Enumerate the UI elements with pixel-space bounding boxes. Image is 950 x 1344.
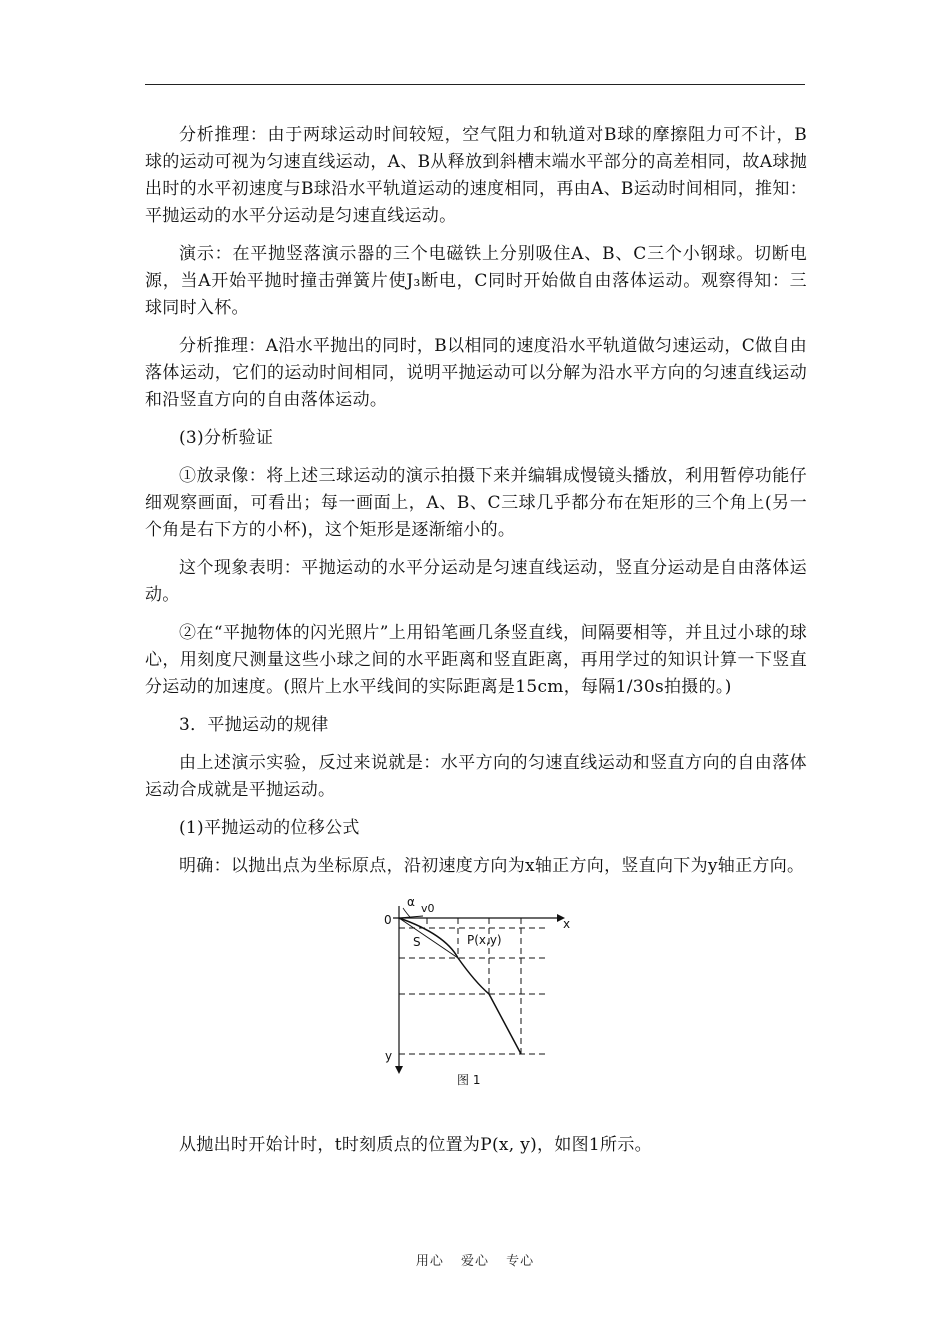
- point-label: P(x,y): [467, 933, 502, 947]
- alpha-label: α: [407, 895, 415, 909]
- footer-item: 专心: [506, 1254, 535, 1269]
- footer-item: 爱心: [460, 1254, 489, 1269]
- paragraph: ②在“平抛物体的闪光照片”上用铅笔画几条竖直线，间隔要相等，并且过小球的球心，用刻度尺测量这些小球之间的水平距离和竖直距离，再用学过的知识计算一下竖直分运动的加速度。(照片上水平线间的实际距离是15cm，每隔1/30s拍摄的。): [145, 623, 807, 697]
- page-body: [145, 122, 807, 1170]
- s-label: S: [413, 935, 421, 949]
- paragraph: 这个现象表明：平抛运动的水平分运动是匀速直线运动，竖直分运动是自由落体运动。: [145, 558, 807, 605]
- section-heading: 3．平抛运动的规律: [179, 715, 329, 735]
- paragraph: 由上述演示实验，反过来说就是：水平方向的匀速直线运动和竖直方向的自由落体运动合成就是平抛运动。: [145, 753, 807, 800]
- trajectory-diagram: [145, 894, 807, 1094]
- y-axis-label: y: [385, 1049, 393, 1063]
- footer-item: 用心: [415, 1254, 444, 1269]
- paragraph: 从抛出时开始计时，t时刻质点的位置为P(x, y)，如图1所示。: [179, 1135, 652, 1155]
- v0-label: v0: [421, 902, 435, 915]
- header-rule: [145, 84, 805, 85]
- origin-label: 0: [384, 913, 392, 927]
- paragraph: 分析推理：A沿水平抛出的同时，B以相同的速度沿水平轨道做匀速运动，C做自由落体运动，它们的运动时间相同，说明平抛运动可以分解为沿水平方向的匀速直线运动和沿竖直方向的自由落体运动。: [145, 336, 807, 410]
- figure-1: [145, 894, 807, 1094]
- paragraph: 分析推理：由于两球运动时间较短，空气阻力和轨道对B球的摩擦阻力可不计，B球的运动可视为匀速直线运动，A、B从释放到斜槽末端水平部分的高差相同，故A球抛出时的水平初速度与B球沿水平轨道运动的速度相同，再由A、B运动时间相同，推知：平抛运动的水平分运动是匀速直线运动。: [145, 125, 807, 226]
- x-axis-label: x: [563, 917, 571, 931]
- paragraph: 演示：在平抛竖落演示器的三个电磁铁上分别吸住A、B、C三个小钢球。切断电源，当A开始平抛时撞击弹簧片使J₃断电，C同时开始做自由落体运动。观察得知：三球同时入杯。: [145, 244, 807, 318]
- page-footer: [0, 1250, 950, 1269]
- section-heading: (3)分析验证: [179, 428, 274, 448]
- section-heading: (1)平抛运动的位移公式: [179, 818, 360, 838]
- angle-arc: [403, 908, 411, 918]
- y-axis-arrow: [395, 1066, 403, 1074]
- figure-caption: 图 1: [457, 1073, 481, 1087]
- displacement-line: [399, 918, 458, 958]
- paragraph: 明确：以抛出点为坐标原点，沿初速度方向为x轴正方向，竖直向下为y轴正方向。: [179, 856, 805, 876]
- paragraph: ①放录像：将上述三球运动的演示拍摄下来并编辑成慢镜头播放，利用暂停功能仔细观察画面，可看出；每一画面上，A、B、C三球几乎都分布在矩形的三个角上(另一个角是右下方的小杯)，这个矩形是逐渐缩小的。: [145, 466, 807, 540]
